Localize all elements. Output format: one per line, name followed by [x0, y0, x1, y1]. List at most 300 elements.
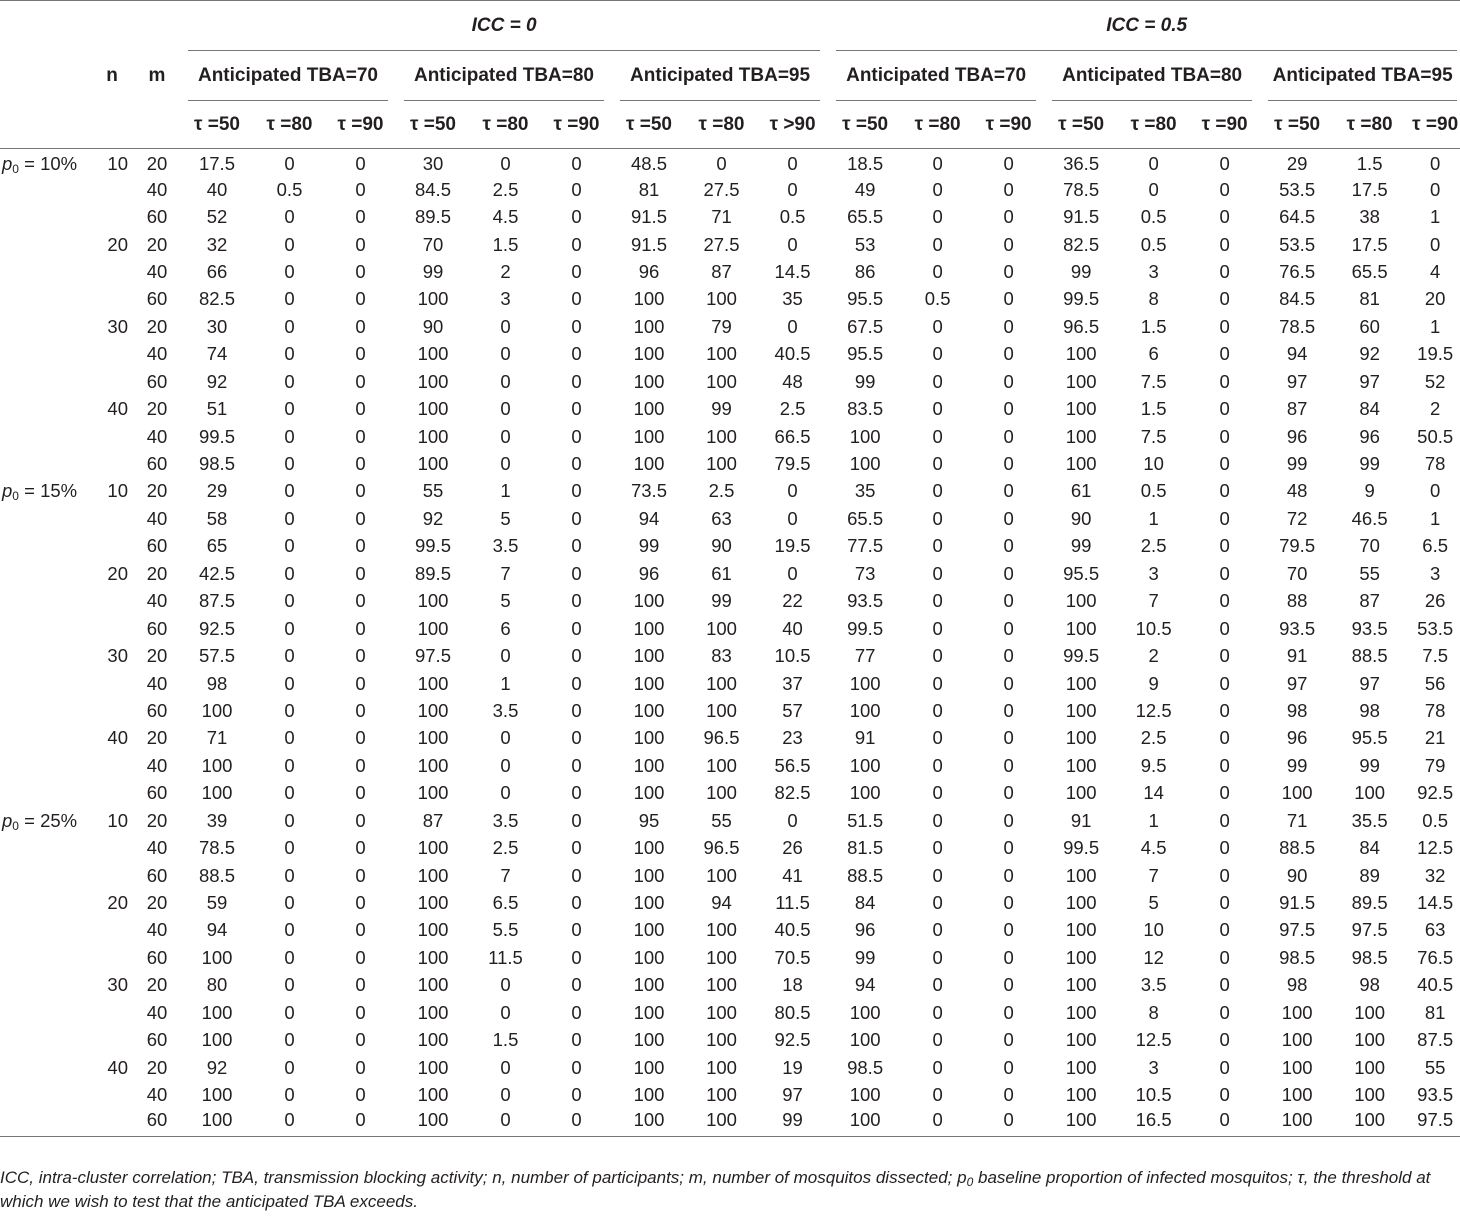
power-value-cell: 0 — [355, 535, 366, 557]
power-value-cell: 100 — [1065, 425, 1097, 447]
power-value-cell: 100 — [706, 1001, 737, 1023]
power-value-cell: 100 — [417, 1001, 449, 1023]
power-value-cell: 48.5 — [630, 153, 667, 175]
p0-cell — [0, 1054, 90, 1081]
power-value-cell: 0.5 — [1140, 206, 1167, 228]
power-value-cell: 61 — [1070, 480, 1092, 502]
power-value-cell: 100 — [1065, 1084, 1097, 1106]
power-value-cell: 96 — [1359, 425, 1380, 447]
power-value-cell: 0 — [1003, 480, 1014, 502]
power-value-cell: 97 — [1359, 672, 1380, 694]
power-value-cell: 78.5 — [1279, 315, 1316, 337]
power-value-cell: 84.5 — [414, 178, 451, 200]
power-value-cell: 0 — [1219, 1001, 1230, 1023]
n-cell — [90, 862, 134, 889]
power-value-cell: 100 — [633, 590, 665, 612]
table-row — [0, 341, 1460, 368]
power-value-cell: 100 — [633, 727, 665, 749]
m-cell: 60 — [146, 699, 168, 721]
p0-cell — [0, 972, 90, 999]
table-row — [0, 999, 1460, 1026]
power-value-cell: 93.5 — [1279, 617, 1316, 639]
m-cell: 40 — [146, 425, 168, 447]
power-value-cell: 93.5 — [1351, 617, 1388, 639]
power-value-cell: 46.5 — [1351, 507, 1388, 529]
power-value-cell: 0 — [1003, 206, 1014, 228]
power-value-cell: 100 — [201, 754, 233, 776]
power-value-cell: 0 — [1219, 535, 1230, 557]
power-value-cell: 0 — [284, 206, 295, 228]
power-value-cell: 100 — [633, 672, 665, 694]
power-value-cell: 40.5 — [1417, 974, 1454, 996]
power-value-cell: 100 — [1354, 1084, 1386, 1106]
power-value-cell: 97.5 — [1279, 919, 1316, 941]
n-cell — [90, 286, 134, 313]
power-value-cell: 0 — [787, 562, 798, 584]
power-value-cell: 0 — [284, 398, 295, 420]
power-value-cell: 98.5 — [847, 1056, 884, 1078]
n-header: n — [106, 65, 118, 86]
power-value-cell: 0 — [355, 507, 366, 529]
p0-cell — [0, 1081, 90, 1108]
n-cell — [90, 697, 134, 724]
table-row — [0, 1109, 1460, 1136]
power-value-cell: 0 — [1003, 1056, 1014, 1078]
power-value-cell: 100 — [633, 453, 665, 475]
power-value-cell: 19.5 — [774, 535, 811, 557]
n-cell: 30 — [107, 645, 128, 667]
power-value-cell: 0 — [355, 892, 366, 914]
power-value-cell: 0.5 — [1422, 809, 1449, 831]
power-value-cell: 100 — [1065, 398, 1097, 420]
table-row — [0, 972, 1460, 999]
n-cell — [90, 780, 134, 807]
n-cell — [90, 1081, 134, 1108]
power-value-cell: 100 — [1065, 699, 1097, 721]
power-value-cell: 2.5 — [492, 178, 519, 200]
power-value-cell: 0 — [932, 562, 943, 584]
n-cell: 10 — [107, 480, 128, 502]
p0-cell — [0, 1109, 90, 1136]
n-cell: 10 — [107, 153, 128, 175]
power-value-cell: 0 — [1003, 1029, 1014, 1051]
power-value-cell: 0 — [1430, 480, 1441, 502]
power-value-cell: 79 — [711, 315, 732, 337]
p0-cell — [0, 341, 90, 368]
table-footnote: ICC, intra-cluster correlation; TBA, transmission blocking activity; n, number of participants; m, number of mosquitos dissected; $p_0$ baseline proportion of infected mosquitos; τ, the threshold at which we wish to test that the anticipated TBA exceeds. — [0, 1168, 1431, 1211]
power-value-cell: 88.5 — [1279, 837, 1316, 859]
power-value-cell: 18.5 — [847, 153, 884, 175]
p0-cell — [0, 752, 90, 779]
power-value-cell: 0 — [1219, 892, 1230, 914]
power-value-cell: 98 — [1286, 699, 1308, 721]
power-value-cell: 0 — [571, 699, 582, 721]
power-value-cell: 0 — [1003, 315, 1014, 337]
power-value-cell: 53.5 — [1279, 233, 1316, 255]
power-value-cell: 100 — [1065, 1029, 1097, 1051]
power-value-cell: 0 — [1003, 837, 1014, 859]
power-value-cell: 0 — [571, 453, 582, 475]
power-value-cell: 89.5 — [414, 206, 451, 228]
power-value-cell: 58 — [206, 507, 228, 529]
power-value-cell: 98 — [206, 672, 228, 694]
power-value-cell: 0 — [932, 1001, 943, 1023]
power-value-cell: 79.5 — [1279, 535, 1316, 557]
n-cell: 40 — [107, 1056, 128, 1078]
n-cell — [90, 670, 134, 697]
power-value-cell: 40 — [782, 617, 803, 639]
power-value-cell: 0 — [1219, 153, 1230, 175]
power-value-cell: 0 — [1219, 507, 1230, 529]
p0-cell — [0, 697, 90, 724]
power-value-cell: 0.5 — [276, 178, 303, 200]
power-value-cell: 5 — [1148, 892, 1159, 914]
power-value-cell: 0 — [355, 727, 366, 749]
power-value-cell: 0 — [1003, 1084, 1014, 1106]
power-value-cell: 6 — [1148, 343, 1159, 365]
power-value-cell: 40 — [206, 178, 228, 200]
power-value-cell: 35 — [854, 480, 876, 502]
power-value-cell: 0 — [1003, 398, 1014, 420]
power-value-cell: 0 — [932, 370, 943, 392]
power-value-cell: 0 — [355, 480, 366, 502]
power-value-cell: 0 — [571, 782, 582, 804]
power-value-cell: 95 — [638, 809, 660, 831]
power-value-cell: 0 — [1148, 153, 1159, 175]
p0-cell: $p_0 = 25\%$ — [2, 809, 78, 833]
power-value-cell: 100 — [417, 727, 449, 749]
tba-group-header: Anticipated TBA=80 — [396, 51, 612, 101]
power-value-cell: 0 — [500, 754, 511, 776]
power-value-cell: 19 — [782, 1056, 803, 1078]
power-value-cell: 100 — [633, 425, 665, 447]
power-value-cell: 29 — [1286, 153, 1308, 175]
power-value-cell: 9 — [1364, 480, 1375, 502]
power-value-cell: 89.5 — [1351, 892, 1388, 914]
power-value-cell: 26 — [1424, 590, 1446, 612]
power-value-cell: 0 — [1219, 260, 1230, 282]
power-value-cell: 4.5 — [492, 206, 519, 228]
p0-cell — [0, 258, 90, 285]
m-header: m — [148, 65, 166, 86]
p0-cell — [0, 917, 90, 944]
power-value-cell: 55 — [711, 809, 732, 831]
power-value-cell: 0 — [1219, 754, 1230, 776]
m-cell: 60 — [146, 370, 168, 392]
power-value-cell: 98.5 — [198, 453, 235, 475]
power-value-cell: 8 — [1148, 288, 1159, 310]
m-cell: 20 — [146, 562, 168, 584]
power-value-cell: 14 — [1143, 782, 1164, 804]
power-value-cell: 0 — [284, 727, 295, 749]
power-value-cell: 16.5 — [1118, 1109, 1189, 1136]
power-value-cell: 78 — [1424, 453, 1446, 475]
m-cell: 20 — [146, 727, 168, 749]
power-value-cell: 12 — [1143, 946, 1164, 968]
power-value-cell: 0 — [571, 727, 582, 749]
power-value-cell: 100 — [1065, 892, 1097, 914]
power-value-cell: 99 — [1286, 754, 1308, 776]
m-cell: 40 — [146, 672, 168, 694]
power-value-cell: 0 — [1003, 672, 1014, 694]
power-value-cell: 50.5 — [1417, 425, 1454, 447]
power-value-cell: 98 — [1359, 699, 1380, 721]
power-value-cell: 100 — [417, 837, 449, 859]
power-value-cell: 0 — [1219, 974, 1230, 996]
power-value-cell: 0 — [325, 1109, 396, 1136]
power-value-cell: 0 — [932, 782, 943, 804]
table-row — [0, 1027, 1460, 1054]
power-value-cell: 0 — [284, 809, 295, 831]
power-value-cell: 0 — [1219, 288, 1230, 310]
m-cell: 40 — [146, 837, 168, 859]
m-cell: 60 — [146, 1029, 168, 1051]
power-value-cell: 65.5 — [1351, 260, 1388, 282]
power-value-cell: 0 — [571, 672, 582, 694]
p0-cell — [0, 862, 90, 889]
power-value-cell: 7.5 — [1140, 425, 1167, 447]
power-value-cell: 0 — [1219, 1029, 1230, 1051]
n-cell — [90, 341, 134, 368]
power-value-cell: 53.5 — [1417, 617, 1454, 639]
power-value-cell: 0 — [932, 974, 943, 996]
power-value-cell: 87.5 — [198, 590, 235, 612]
power-value-cell: 88.5 — [1351, 645, 1388, 667]
power-value-cell: 0 — [284, 233, 295, 255]
n-cell — [90, 450, 134, 477]
power-value-cell: 0 — [500, 425, 511, 447]
power-value-cell: 3 — [500, 288, 511, 310]
power-value-cell: 0 — [932, 535, 943, 557]
power-value-cell: 0 — [355, 1001, 366, 1023]
power-value-cell: 90 — [1070, 507, 1092, 529]
power-value-cell: 3.5 — [1140, 974, 1167, 996]
power-value-cell: 0 — [284, 315, 295, 337]
power-value-cell: 0 — [571, 507, 582, 529]
power-value-cell: 100 — [417, 453, 449, 475]
power-value-cell: 32 — [206, 233, 228, 255]
tau-header: τ =50 — [612, 101, 686, 149]
n-cell — [90, 505, 134, 532]
power-value-cell: 0 — [355, 974, 366, 996]
power-value-cell: 0 — [500, 1084, 511, 1106]
table-row — [0, 752, 1460, 779]
power-value-cell: 0 — [787, 178, 798, 200]
tau-header: τ =90 — [973, 101, 1044, 149]
power-value-cell: 1 — [1430, 315, 1441, 337]
power-value-cell: 94 — [711, 892, 732, 914]
power-value-cell: 73.5 — [630, 480, 667, 502]
power-value-cell: 0 — [571, 178, 582, 200]
power-value-cell: 100 — [849, 1084, 881, 1106]
power-value-cell: 55 — [1359, 562, 1380, 584]
power-value-cell: 0 — [355, 562, 366, 584]
m-cell: 20 — [146, 233, 168, 255]
power-value-cell: 76.5 — [1279, 260, 1316, 282]
power-value-cell: 0 — [355, 206, 366, 228]
power-value-cell: 0 — [932, 809, 943, 831]
power-value-cell: 0 — [1219, 425, 1230, 447]
power-value-cell: 0 — [932, 425, 943, 447]
table-row — [0, 149, 1460, 176]
power-value-cell: 0 — [284, 892, 295, 914]
power-value-cell: 0 — [500, 315, 511, 337]
power-value-cell: 0 — [932, 398, 943, 420]
power-value-cell: 100 — [633, 782, 665, 804]
power-value-cell: 0 — [932, 153, 943, 175]
power-value-cell: 51.5 — [847, 809, 884, 831]
power-value-cell: 99.5 — [847, 617, 884, 639]
power-value-cell: 0 — [571, 1084, 582, 1106]
power-value-cell: 0 — [284, 590, 295, 612]
power-value-cell: 96 — [1286, 727, 1308, 749]
n-cell: 10 — [107, 809, 128, 831]
power-value-cell: 0 — [1189, 1109, 1260, 1136]
tau-header: τ =90 — [1189, 101, 1260, 149]
power-value-cell: 91.5 — [1279, 892, 1316, 914]
power-value-cell: 77.5 — [847, 535, 884, 557]
power-value-cell: 0 — [355, 699, 366, 721]
power-value-cell: 88.5 — [198, 864, 235, 886]
power-value-cell: 0 — [787, 809, 798, 831]
power-value-cell: 61 — [711, 562, 732, 584]
table-row — [0, 1081, 1460, 1108]
power-value-cell: 14.5 — [1417, 892, 1454, 914]
p0-cell — [0, 533, 90, 560]
power-value-cell: 92.5 — [1417, 782, 1454, 804]
power-value-cell: 1.5 — [492, 1029, 519, 1051]
power-value-cell: 0 — [500, 453, 511, 475]
p0-cell — [0, 176, 90, 203]
power-value-cell: 99 — [1359, 453, 1380, 475]
power-value-cell: 95.5 — [847, 343, 884, 365]
power-value-cell: 100 — [1281, 1056, 1313, 1078]
power-value-cell: 91.5 — [1063, 206, 1100, 228]
power-value-cell: 7.5 — [1422, 645, 1449, 667]
table-row — [0, 725, 1460, 752]
power-value-cell: 1.5 — [1356, 153, 1383, 175]
power-value-cell: 96.5 — [703, 837, 740, 859]
power-value-cell: 70 — [422, 233, 444, 255]
power-value-cell: 84 — [1359, 398, 1380, 420]
power-value-cell: 81 — [638, 178, 660, 200]
m-cell: 20 — [146, 645, 168, 667]
n-cell: 20 — [107, 562, 128, 584]
power-value-cell: 100 — [1065, 974, 1097, 996]
power-value-cell: 0 — [1003, 178, 1014, 200]
table-row — [0, 231, 1460, 258]
p0-cell — [0, 1027, 90, 1054]
power-value-cell: 8 — [1148, 1001, 1159, 1023]
power-value-cell: 11.5 — [488, 946, 523, 968]
tba-group-header: Anticipated TBA=70 — [828, 51, 1044, 101]
power-value-cell: 0 — [1003, 974, 1014, 996]
power-value-cell: 17.5 — [1351, 233, 1388, 255]
power-value-cell: 0 — [1219, 727, 1230, 749]
power-value-cell: 100 — [633, 370, 665, 392]
power-value-cell: 0 — [571, 233, 582, 255]
power-value-cell: 94 — [854, 974, 876, 996]
p0-cell — [0, 505, 90, 532]
p0-cell — [0, 203, 90, 230]
table-row — [0, 478, 1460, 505]
n-cell: 40 — [107, 398, 128, 420]
power-value-cell: 0 — [1003, 260, 1014, 282]
power-value-cell: 0 — [1219, 837, 1230, 859]
power-value-cell: 0 — [571, 617, 582, 639]
tau-header: τ >90 — [757, 101, 828, 149]
power-value-cell: 0 — [1003, 892, 1014, 914]
power-value-cell: 0 — [571, 1029, 582, 1051]
power-value-cell: 0 — [500, 974, 511, 996]
power-value-cell: 100 — [417, 425, 449, 447]
power-value-cell: 100 — [417, 617, 449, 639]
power-value-cell: 100 — [1065, 343, 1097, 365]
power-value-cell: 0 — [787, 480, 798, 502]
power-value-cell: 79 — [1424, 754, 1446, 776]
power-value-cell: 0 — [571, 837, 582, 859]
power-value-cell: 96 — [638, 260, 660, 282]
power-value-cell: 1.5 — [492, 233, 519, 255]
power-value-cell: 11.5 — [775, 892, 810, 914]
power-value-cell: 0 — [1003, 617, 1014, 639]
power-value-cell: 100 — [1065, 1001, 1097, 1023]
power-value-cell: 100 — [1065, 453, 1097, 475]
power-value-cell: 0 — [1219, 919, 1230, 941]
power-value-cell: 90 — [422, 315, 444, 337]
power-value-cell: 100 — [417, 590, 449, 612]
table-row — [0, 697, 1460, 724]
power-value-cell: 0 — [571, 1056, 582, 1078]
m-cell: 40 — [146, 919, 168, 941]
power-value-cell: 5.5 — [492, 919, 519, 941]
power-value-cell: 100 — [706, 864, 737, 886]
power-value-cell: 100 — [828, 1109, 902, 1136]
power-value-cell: 100 — [1354, 1001, 1386, 1023]
power-value-cell: 100 — [849, 754, 881, 776]
power-value-cell: 96.5 — [1063, 315, 1100, 337]
power-value-cell: 0 — [470, 1109, 541, 1136]
power-value-cell: 20 — [1424, 288, 1446, 310]
power-value-cell: 10 — [1143, 919, 1164, 941]
power-value-cell: 0 — [571, 425, 582, 447]
power-value-cell: 0 — [571, 1001, 582, 1023]
power-value-cell: 63 — [1424, 919, 1446, 941]
tau-header: τ =90 — [1405, 101, 1460, 149]
power-value-cell: 100 — [706, 617, 737, 639]
power-value-cell: 0 — [1219, 1084, 1230, 1106]
power-value-cell: 100 — [417, 288, 449, 310]
power-value-cell: 0 — [1003, 754, 1014, 776]
power-value-cell: 0 — [1219, 233, 1230, 255]
power-value-cell: 0.5 — [1140, 480, 1167, 502]
power-value-cell: 0 — [284, 260, 295, 282]
power-value-cell: 2.5 — [492, 837, 519, 859]
power-value-cell: 78 — [1424, 699, 1446, 721]
power-value-cell: 94 — [638, 507, 660, 529]
power-value-cell: 0 — [355, 1029, 366, 1051]
power-value-cell: 100 — [1354, 782, 1386, 804]
power-value-cell: 0 — [1219, 946, 1230, 968]
power-value-cell: 56 — [1424, 672, 1446, 694]
power-value-cell: 0 — [1003, 809, 1014, 831]
power-value-cell: 99.5 — [1063, 837, 1100, 859]
power-value-cell: 100 — [633, 617, 665, 639]
power-value-cell: 100 — [633, 919, 665, 941]
power-value-cell: 0 — [1219, 617, 1230, 639]
power-value-cell: 0 — [787, 315, 798, 337]
power-value-cell: 59 — [206, 892, 228, 914]
